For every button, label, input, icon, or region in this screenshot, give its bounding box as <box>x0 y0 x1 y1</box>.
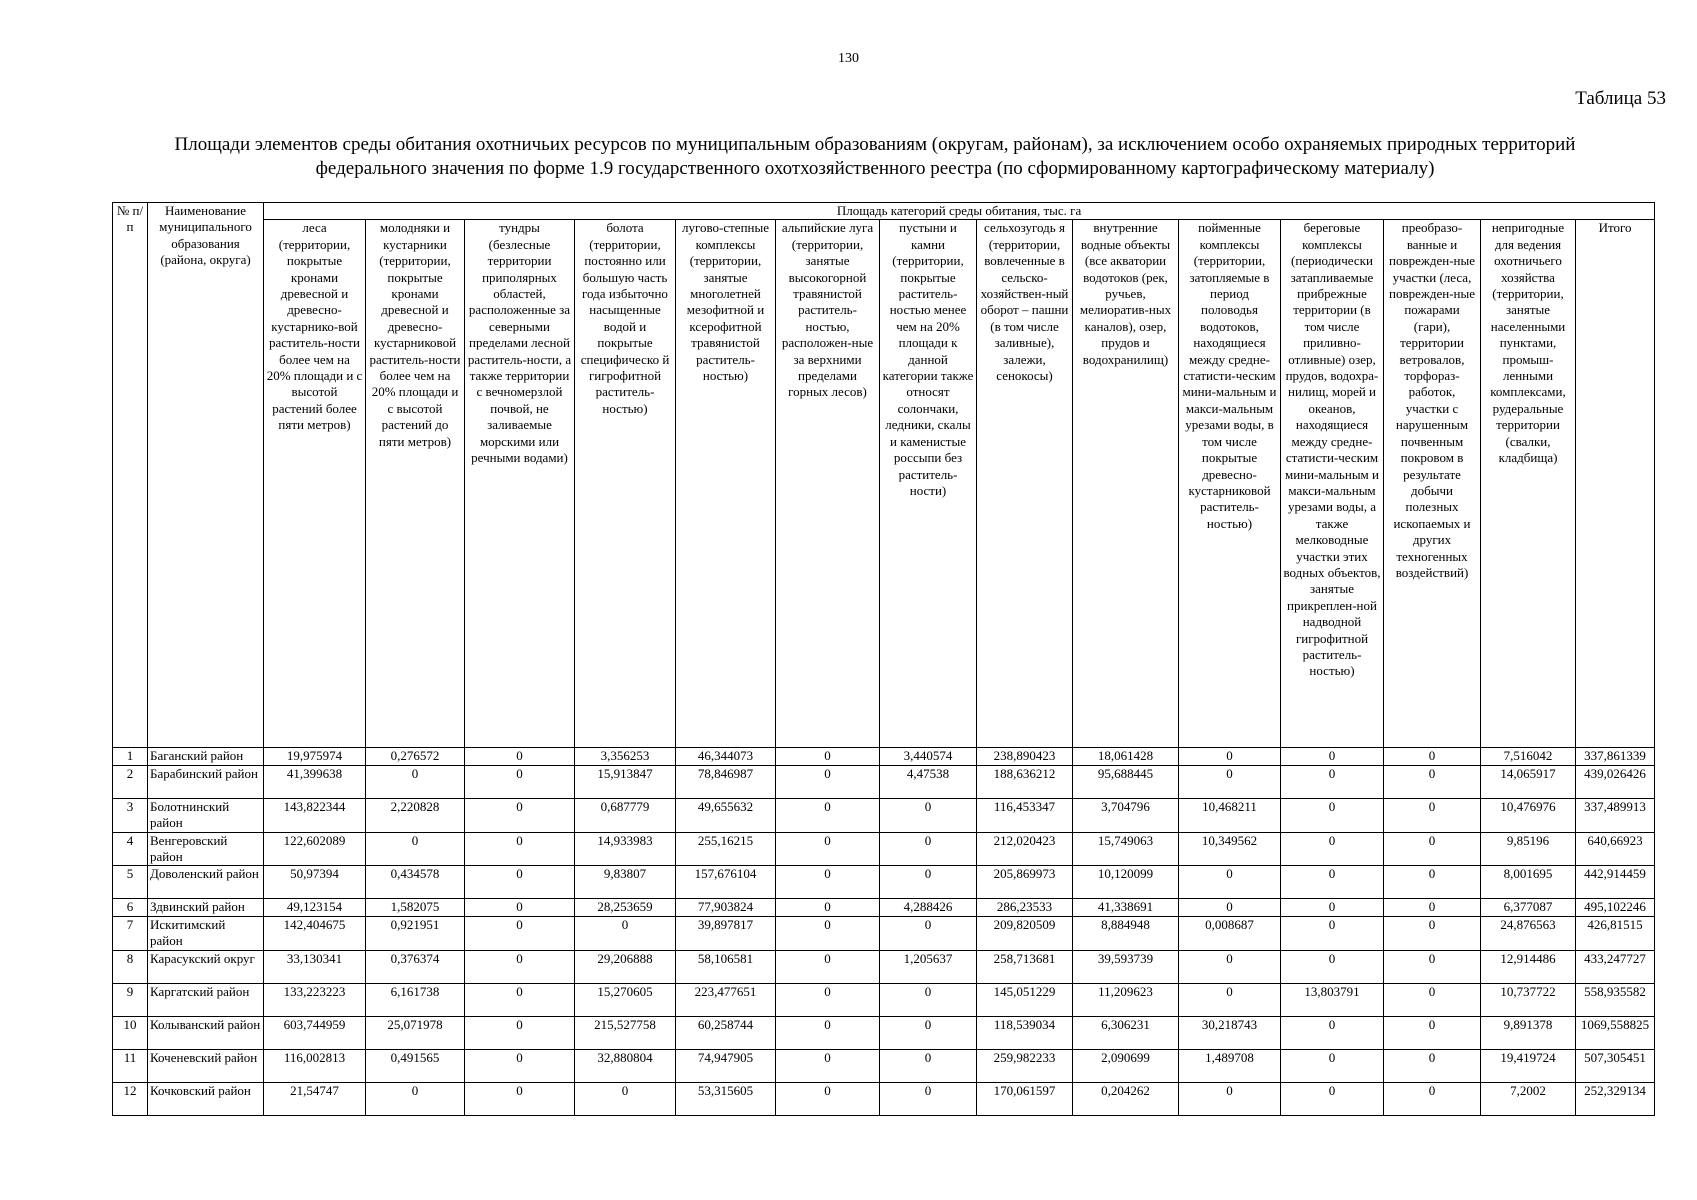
area-value: 0 <box>1384 1049 1481 1082</box>
area-value: 259,982233 <box>977 1049 1073 1082</box>
area-value: 2,220828 <box>366 798 465 832</box>
area-value: 24,876563 <box>1481 916 1576 950</box>
district-name: Доволенский район <box>148 866 264 899</box>
area-value: 28,253659 <box>575 899 676 916</box>
area-value: 19,975974 <box>264 748 366 765</box>
area-value: 10,468211 <box>1179 798 1281 832</box>
area-value: 0 <box>1384 798 1481 832</box>
area-value: 223,477651 <box>676 983 776 1016</box>
area-value: 255,16215 <box>676 832 776 866</box>
area-value: 7,516042 <box>1481 748 1576 765</box>
area-value: 0 <box>1384 1016 1481 1049</box>
row-number: 5 <box>113 866 148 899</box>
area-value: 0 <box>575 1082 676 1115</box>
area-value: 0 <box>1384 899 1481 916</box>
district-name: Колыванский район <box>148 1016 264 1049</box>
area-value: 9,891378 <box>1481 1016 1576 1049</box>
area-value: 0 <box>1384 765 1481 798</box>
area-value: 30,218743 <box>1179 1016 1281 1049</box>
area-value: 640,66923 <box>1576 832 1655 866</box>
area-value: 0 <box>366 832 465 866</box>
area-value: 0,687779 <box>575 798 676 832</box>
area-value: 0 <box>465 1049 575 1082</box>
area-value: 8,884948 <box>1073 916 1179 950</box>
area-value: 558,935582 <box>1576 983 1655 1016</box>
area-value: 58,106581 <box>676 950 776 983</box>
area-value: 0 <box>776 950 880 983</box>
area-value: 0 <box>880 866 977 899</box>
area-value: 258,713681 <box>977 950 1073 983</box>
area-value: 0 <box>880 983 977 1016</box>
district-name: Барабинский район <box>148 765 264 798</box>
table-row <box>113 983 1655 1016</box>
area-value: 3,704796 <box>1073 798 1179 832</box>
header-category: альпийские луга (территории, занятые высокогорной травянистой раститель-ностью, расположен-ные за верхними пределами горных лесов) <box>776 220 880 748</box>
district-name: Здвинский район <box>148 899 264 916</box>
habitat-area-table <box>112 202 1655 1116</box>
area-value: 0 <box>1384 950 1481 983</box>
area-value: 122,602089 <box>264 832 366 866</box>
area-value: 0 <box>465 983 575 1016</box>
area-value: 0 <box>465 1016 575 1049</box>
area-value: 0 <box>465 765 575 798</box>
header-category: внутренние водные объекты (все акватории водотоков (рек, ручьев, мелиоратив-ных каналов), озер, прудов и водохранилищ) <box>1073 220 1179 748</box>
area-value: 0 <box>465 916 575 950</box>
district-name: Венгеровский район <box>148 832 264 866</box>
area-value: 0,276572 <box>366 748 465 765</box>
area-value: 0 <box>366 765 465 798</box>
area-value: 439,026426 <box>1576 765 1655 798</box>
table-label: Таблица 53 <box>1575 88 1666 109</box>
page-number: 130 <box>838 51 859 66</box>
area-value: 495,102246 <box>1576 899 1655 916</box>
area-value: 142,404675 <box>264 916 366 950</box>
area-value: 0 <box>1281 950 1384 983</box>
area-value: 11,209623 <box>1073 983 1179 1016</box>
row-number: 3 <box>113 798 148 832</box>
table-row <box>113 1016 1655 1049</box>
area-value: 118,539034 <box>977 1016 1073 1049</box>
table-row <box>113 866 1655 899</box>
area-value: 0 <box>1281 748 1384 765</box>
table-row <box>113 950 1655 983</box>
area-value: 205,869973 <box>977 866 1073 899</box>
row-number: 12 <box>113 1082 148 1115</box>
area-value: 13,803791 <box>1281 983 1384 1016</box>
area-value: 0 <box>1281 916 1384 950</box>
area-value: 0 <box>880 1049 977 1082</box>
table-row <box>113 798 1655 832</box>
header-category: молодняки и кустарники (территории, покрытые кронами древесной и древесно-кустарниковой раститель-ности более чем на 20% площади и с высотой растений до пяти метров) <box>366 220 465 748</box>
area-value: 25,071978 <box>366 1016 465 1049</box>
area-value: 0,491565 <box>366 1049 465 1082</box>
area-value: 0 <box>1281 1049 1384 1082</box>
row-number: 10 <box>113 1016 148 1049</box>
area-value: 0 <box>1179 983 1281 1016</box>
area-value: 21,54747 <box>264 1082 366 1115</box>
row-number: 7 <box>113 916 148 950</box>
area-value: 0 <box>575 916 676 950</box>
area-value: 0 <box>465 798 575 832</box>
area-value: 337,489913 <box>1576 798 1655 832</box>
area-value: 14,933983 <box>575 832 676 866</box>
area-value: 0 <box>465 950 575 983</box>
area-value: 7,2002 <box>1481 1082 1576 1115</box>
area-value: 0 <box>1281 866 1384 899</box>
area-value: 0 <box>880 1082 977 1115</box>
area-value: 8,001695 <box>1481 866 1576 899</box>
area-value: 18,061428 <box>1073 748 1179 765</box>
header-category: преобразо-ванные и поврежден-ные участки (леса, поврежден-ные пожарами (гари), территории ветровалов, торфораз-работок, участки с нарушенным почвенным покровом в результате добычи полезных ископаемых и других техногенных воздействий) <box>1384 220 1481 748</box>
area-value: 3,440574 <box>880 748 977 765</box>
area-value: 49,655632 <box>676 798 776 832</box>
area-value: 0 <box>366 1082 465 1115</box>
header-category: Итого <box>1576 220 1655 748</box>
area-value: 143,822344 <box>264 798 366 832</box>
district-name: Каргатский район <box>148 983 264 1016</box>
area-value: 157,676104 <box>676 866 776 899</box>
area-value: 603,744959 <box>264 1016 366 1049</box>
area-value: 1,489708 <box>1179 1049 1281 1082</box>
area-value: 0,008687 <box>1179 916 1281 950</box>
area-value: 0 <box>1384 866 1481 899</box>
area-value: 4,288426 <box>880 899 977 916</box>
area-value: 252,329134 <box>1576 1082 1655 1115</box>
area-value: 0 <box>1384 916 1481 950</box>
area-value: 0 <box>1384 1082 1481 1115</box>
area-value: 10,476976 <box>1481 798 1576 832</box>
area-value: 0 <box>880 1016 977 1049</box>
district-name: Кочковский район <box>148 1082 264 1115</box>
row-number: 1 <box>113 748 148 765</box>
area-value: 0 <box>776 983 880 1016</box>
area-value: 0 <box>1384 748 1481 765</box>
area-value: 33,130341 <box>264 950 366 983</box>
area-value: 0 <box>465 748 575 765</box>
area-value: 14,065917 <box>1481 765 1576 798</box>
header-category: сельхозугодь я (территории, вовлеченные в сельско-хозяйствен-ный оборот – пашни (в том числе заливные), залежи, сенокосы) <box>977 220 1073 748</box>
area-value: 188,636212 <box>977 765 1073 798</box>
table-row <box>113 832 1655 866</box>
header-num: № п/п <box>113 203 148 748</box>
area-value: 0 <box>1281 1016 1384 1049</box>
area-value: 116,002813 <box>264 1049 366 1082</box>
area-value: 442,914459 <box>1576 866 1655 899</box>
header-category: непригодные для ведения охотничьего хозяйства (территории, занятые населенными пунктами, промыш-ленными комплексами, рудеральные территории (свалки, кладбища) <box>1481 220 1576 748</box>
area-value: 0 <box>776 1049 880 1082</box>
area-value: 0 <box>1179 866 1281 899</box>
area-value: 9,85196 <box>1481 832 1576 866</box>
area-value: 170,061597 <box>977 1082 1073 1115</box>
area-value: 0 <box>1281 798 1384 832</box>
area-value: 0,204262 <box>1073 1082 1179 1115</box>
area-value: 1,582075 <box>366 899 465 916</box>
area-value: 0 <box>1281 1082 1384 1115</box>
table-row <box>113 1082 1655 1115</box>
area-value: 426,81515 <box>1576 916 1655 950</box>
district-name: Искитимский район <box>148 916 264 950</box>
title-line-2: федерального значения по форме 1.9 государственного охотхозяйственного реестра (по сформированному картографическому материалу) <box>315 158 1435 179</box>
area-value: 12,914486 <box>1481 950 1576 983</box>
area-value: 50,97394 <box>264 866 366 899</box>
area-value: 0 <box>1281 765 1384 798</box>
area-value: 9,83807 <box>575 866 676 899</box>
area-value: 0 <box>465 1082 575 1115</box>
table-row <box>113 1049 1655 1082</box>
area-value: 145,051229 <box>977 983 1073 1016</box>
area-value: 78,846987 <box>676 765 776 798</box>
district-name: Болотнинский район <box>148 798 264 832</box>
area-value: 433,247727 <box>1576 950 1655 983</box>
area-value: 41,399638 <box>264 765 366 798</box>
area-value: 41,338691 <box>1073 899 1179 916</box>
table-row <box>113 916 1655 950</box>
header-group: Площадь категорий среды обитания, тыс. га <box>264 203 1655 220</box>
area-value: 0 <box>1179 1082 1281 1115</box>
area-value: 0 <box>465 866 575 899</box>
header-category: лугово-степные комплексы (территории, занятые многолетней мезофитной и ксерофитной травянистой раститель-ностью) <box>676 220 776 748</box>
table-row <box>113 765 1655 798</box>
area-value: 215,527758 <box>575 1016 676 1049</box>
area-value: 0 <box>776 916 880 950</box>
area-value: 2,090699 <box>1073 1049 1179 1082</box>
area-value: 286,23533 <box>977 899 1073 916</box>
area-value: 0 <box>880 916 977 950</box>
area-value: 3,356253 <box>575 748 676 765</box>
area-value: 39,593739 <box>1073 950 1179 983</box>
area-value: 0,434578 <box>366 866 465 899</box>
row-number: 8 <box>113 950 148 983</box>
area-value: 0,921951 <box>366 916 465 950</box>
header-category: береговые комплексы (периодически затапливаемые прибрежные территории (в том числе приливно-отливные) озер, прудов, водохра-нилищ, морей и океанов, находящиеся между средне-статисти-ческим мини-мальным и макси-мальным урезами воды, а также мелководные участки этих водных объектов, занятые прикреплен-ной надводной гигрофитной раститель-ностью) <box>1281 220 1384 748</box>
document-title <box>110 133 1640 181</box>
area-value: 0 <box>1384 983 1481 1016</box>
header-name: Наименование муниципального образования (района, округа) <box>148 203 264 748</box>
header-category: болота (территории, постоянно или большую часть года избыточно насыщенные водой и покрытые специфическо й гигрофитной раститель-ностью) <box>575 220 676 748</box>
area-value: 46,344073 <box>676 748 776 765</box>
area-value: 10,737722 <box>1481 983 1576 1016</box>
row-number: 4 <box>113 832 148 866</box>
area-value: 0 <box>776 832 880 866</box>
area-value: 74,947905 <box>676 1049 776 1082</box>
area-value: 0,376374 <box>366 950 465 983</box>
area-value: 49,123154 <box>264 899 366 916</box>
area-value: 0 <box>1384 832 1481 866</box>
area-value: 1069,558825 <box>1576 1016 1655 1049</box>
area-value: 209,820509 <box>977 916 1073 950</box>
table-row <box>113 748 1655 765</box>
district-name: Карасукский округ <box>148 950 264 983</box>
area-value: 0 <box>1179 899 1281 916</box>
area-value: 60,258744 <box>676 1016 776 1049</box>
header-category: леса (территории, покрытые кронами древесной и древесно-кустарнико-вой раститель-ности более чем на 20% площади и с высотой растений более пяти метров) <box>264 220 366 748</box>
area-value: 39,897817 <box>676 916 776 950</box>
area-value: 0 <box>465 832 575 866</box>
row-number: 11 <box>113 1049 148 1082</box>
row-number: 9 <box>113 983 148 1016</box>
table-row <box>113 899 1655 916</box>
area-value: 116,453347 <box>977 798 1073 832</box>
header-category: тундры (безлесные территории приполярных областей, расположенные за северными пределами лесной раститель-ности, а также территории с вечномерзлой почвой, не заливаемые морскими или речными водами) <box>465 220 575 748</box>
area-value: 10,349562 <box>1179 832 1281 866</box>
area-value: 0 <box>776 798 880 832</box>
area-value: 0 <box>776 748 880 765</box>
area-value: 6,377087 <box>1481 899 1576 916</box>
title-line-1: Площади элементов среды обитания охотничьих ресурсов по муниципальным образованиям (округам, районам), за исключением особо охраняемых природных территорий <box>174 134 1576 155</box>
area-value: 507,305451 <box>1576 1049 1655 1082</box>
area-value: 10,120099 <box>1073 866 1179 899</box>
area-value: 0 <box>465 899 575 916</box>
area-value: 0 <box>1179 950 1281 983</box>
area-value: 0 <box>776 1082 880 1115</box>
area-value: 0 <box>1179 765 1281 798</box>
area-value: 0 <box>1281 899 1384 916</box>
row-number: 6 <box>113 899 148 916</box>
area-value: 133,223223 <box>264 983 366 1016</box>
area-value: 29,206888 <box>575 950 676 983</box>
area-value: 15,913847 <box>575 765 676 798</box>
area-value: 0 <box>1179 748 1281 765</box>
area-value: 32,880804 <box>575 1049 676 1082</box>
area-value: 6,306231 <box>1073 1016 1179 1049</box>
area-value: 1,205637 <box>880 950 977 983</box>
area-value: 6,161738 <box>366 983 465 1016</box>
area-value: 337,861339 <box>1576 748 1655 765</box>
area-value: 0 <box>776 866 880 899</box>
area-value: 0 <box>880 798 977 832</box>
area-value: 0 <box>880 832 977 866</box>
row-number: 2 <box>113 765 148 798</box>
area-value: 15,270605 <box>575 983 676 1016</box>
header-category: пойменные комплексы (территории, затопляемые в период половодья водотоков, находящиеся между средне-статисти-ческим мини-мальным и макси-мальным урезами воды, в том числе покрытые древесно-кустарниковой раститель-ностью) <box>1179 220 1281 748</box>
area-value: 0 <box>776 1016 880 1049</box>
area-value: 0 <box>1281 832 1384 866</box>
area-value: 77,903824 <box>676 899 776 916</box>
area-value: 4,47538 <box>880 765 977 798</box>
area-value: 53,315605 <box>676 1082 776 1115</box>
area-value: 0 <box>776 765 880 798</box>
district-name: Коченевский район <box>148 1049 264 1082</box>
area-value: 212,020423 <box>977 832 1073 866</box>
header-category: пустыни и камни (территории, покрытые раститель-ностью менее чем на 20% площади к данной категории также относят солончаки, ледники, скалы и каменистые россыпи без раститель-ности) <box>880 220 977 748</box>
area-value: 19,419724 <box>1481 1049 1576 1082</box>
area-value: 15,749063 <box>1073 832 1179 866</box>
area-value: 238,890423 <box>977 748 1073 765</box>
area-value: 95,688445 <box>1073 765 1179 798</box>
district-name: Баганский район <box>148 748 264 765</box>
area-value: 0 <box>776 899 880 916</box>
